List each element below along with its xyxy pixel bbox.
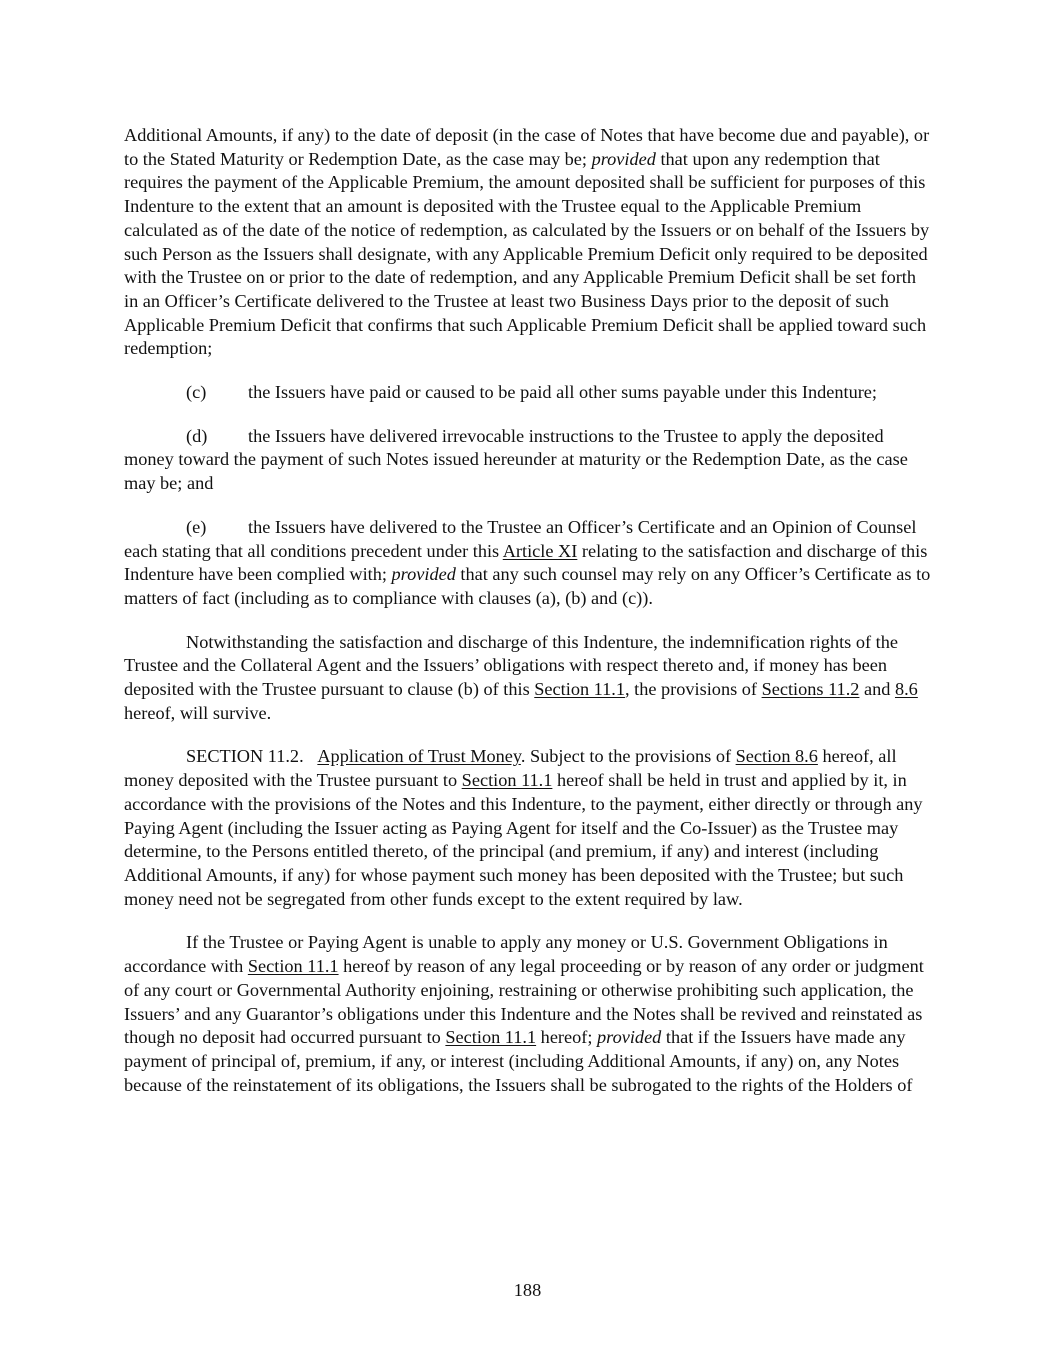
section-11-2: SECTION 11.2. Application of Trust Money. Subject to the provisions of Section 8.6 hereof, all money deposited with the Trustee pursuant to Section 11.1 hereof shall be held in trust and applied by it, in accordance with the provisions of the Notes and this Indenture, to the payment, either directly or through any Paying Agent (including the Issuer acting as Paying Agent for itself and the Co-Issuer) as the Trustee may determine, to the Persons entitled thereto, of the principal (and premium, if any) and interest (including Additional Amounts, if any) for whose payment such money has been deposited with the Trustee; but such money need not be segregated from other funds except to the extent required by law. (124, 746, 923, 909)
paragraph-continuation: Additional Amounts, if any) to the date of deposit (in the case of Notes that have become due and payable), or to the Stated Maturity or Redemption Date, as the case may be; provided that upon any redemption that requires the payment of the Applicable Premium, the amount deposited shall be sufficient for purposes of this Indenture to the extent that an amount is deposited with the Trustee equal to the Applicable Premium calculated as of the date of the notice of redemption, as calculated by the Issuers or on behalf of the Issuers by such Person as the Issuers shall designate, with any Applicable Premium Deficit only required to be deposited with the Trustee on or prior to the date of redemption, and any Applicable Premium Deficit shall be set forth in an Officer’s Certificate delivered to the Trustee at least two Business Days prior to the deposit of such Applicable Premium Deficit that confirms that such Applicable Premium Deficit shall be applied toward such redemption; (124, 125, 930, 359)
clause-e: (e) the Issuers have delivered to the Trustee an Officer’s Certificate and an Opinion of Counsel each stating that all conditions precedent under this Article XI relating to the satisfaction and discharge of this Indenture have been complied with; provided that any such counsel may rely on any Officer’s Certificate as to matters of fact (including as to compliance with clauses (a), (b) and (c)). (124, 516, 931, 608)
page-number: 188 (513, 1280, 542, 1300)
provided-emphasis: provided (597, 1027, 662, 1048)
section-heading: Application of Trust Money (317, 746, 521, 767)
cross-reference: Section 11.1 (534, 679, 625, 700)
clause-c: (c) the Issuers have paid or caused to be paid all other sums payable under this Indenture; (124, 381, 934, 405)
reinstatement-paragraph: If the Trustee or Paying Agent is unable to apply any money or U.S. Government Obligations in accordance with Section 11.1 hereof by reason of any legal proceeding or by reason of any order or judgment of any court or Governmental Authority enjoining, restraining or otherwise prohibiting such application, the Issuers’ and any Guarantor’s obligations under this Indenture and the Notes shall be revived and reinstated as though no deposit had occurred pursuant to Section 11.1 hereof; provided that if the Issuers have made any payment of principal of, premium, if any, or interest (including Additional Amounts, if any) on, any Notes because of the reinstatement of its obligations, the Issuers shall be subrogated to the rights of the Holders of (124, 932, 924, 1095)
cross-reference: Section 8.6 (735, 746, 818, 767)
section-number: SECTION 11.2. (186, 746, 304, 767)
survival-paragraph: Notwithstanding the satisfaction and discharge of this Indenture, the indemnification rights of the Trustee and the Collateral Agent and the Issuers’ obligations with respect thereto and, if money has been deposited with the Trustee pursuant to clause (b) of this Section 11.1, the provisions of Sections 11.2 and 8.6 hereof, will survive. (124, 631, 918, 723)
clause-label: (c) (186, 382, 207, 403)
clause-label: (d) (186, 425, 208, 446)
clause-d: (d) the Issuers have delivered irrevocable instructions to the Trustee to apply the deposited money toward the payment of such Notes issued hereunder at maturity or the Redemption Date, as the case may be; and (124, 425, 908, 494)
cross-reference: Sections 11.2 (761, 679, 860, 700)
cross-reference: Section 11.1 (461, 770, 553, 791)
cross-reference: Article XI (502, 540, 578, 561)
page-body (124, 124, 934, 1117)
cross-reference: 8.6 (894, 679, 918, 700)
clause-label: (e) (186, 516, 207, 537)
cross-reference: Section 11.1 (247, 956, 339, 977)
provided-emphasis: provided (391, 564, 456, 585)
provided-emphasis: provided (591, 148, 656, 169)
cross-reference: Section 11.1 (445, 1027, 537, 1048)
